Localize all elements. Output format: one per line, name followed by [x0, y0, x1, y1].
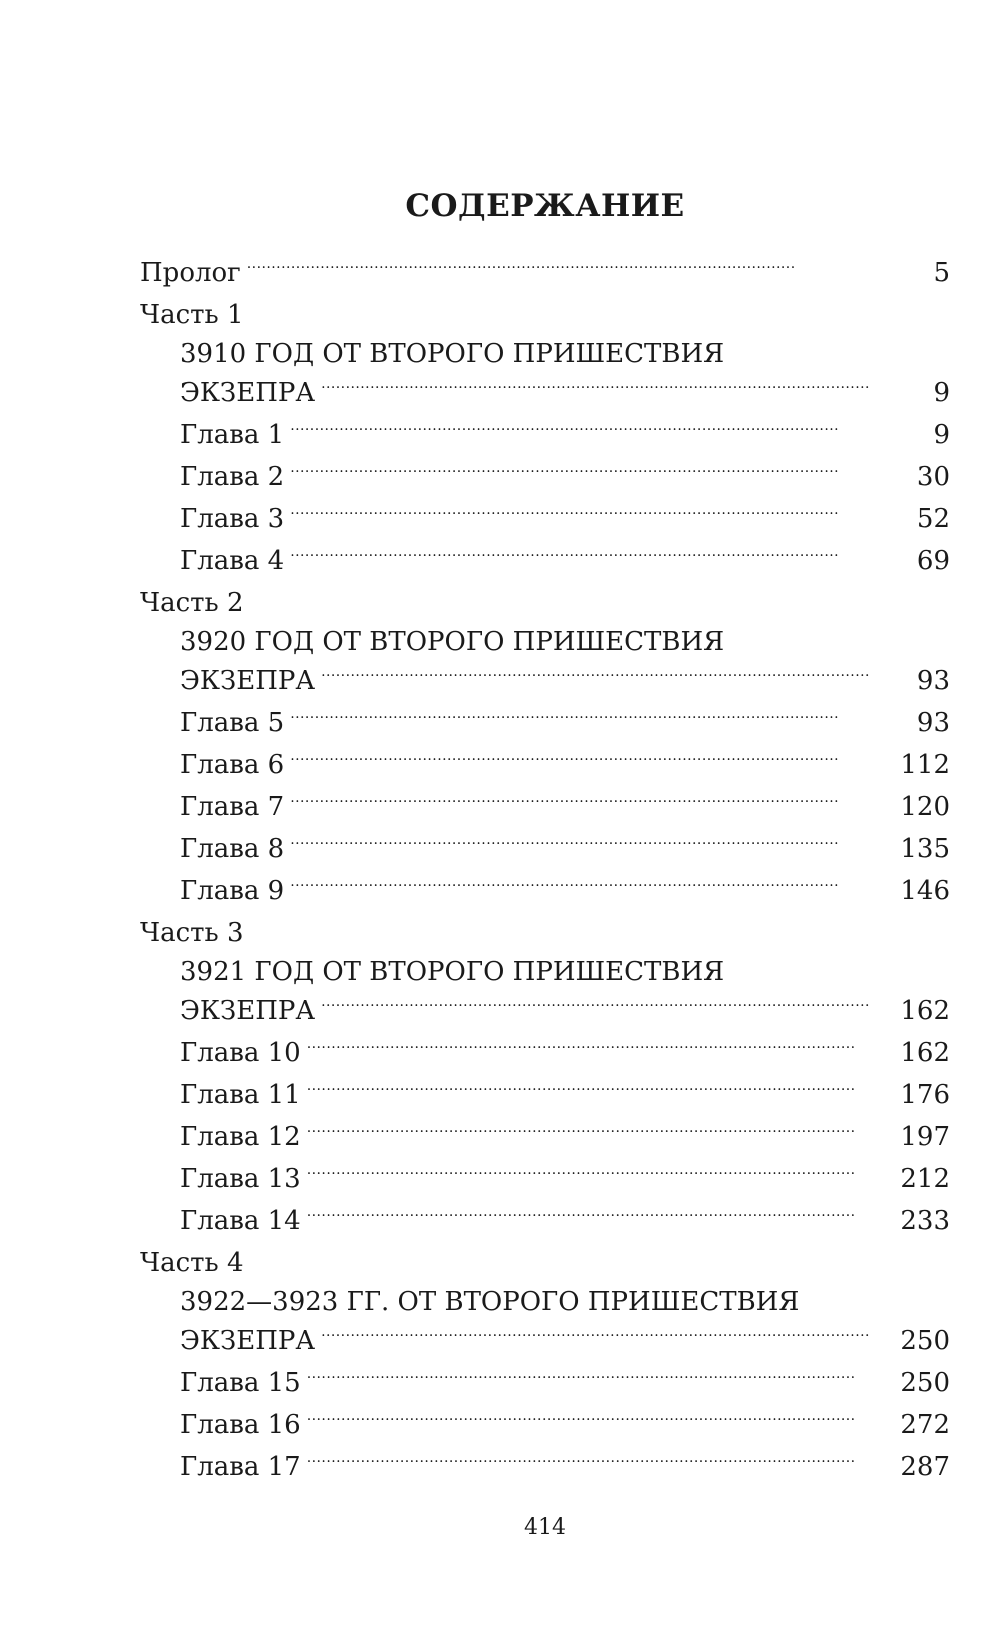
part-heading: 3922—3923 ГГ. ОТ ВТОРОГО ПРИШЕСТВИЯ	[180, 1287, 800, 1317]
part-label: Часть 2	[140, 588, 244, 618]
dot-leader	[307, 1371, 897, 1391]
parts-list	[140, 294, 950, 1488]
toc-entry-page: 30	[916, 462, 950, 492]
toc-entry-label: Глава 5	[180, 708, 285, 738]
toc-entry-label: Глава 9	[180, 876, 285, 906]
toc-entry-page: 176	[900, 1080, 950, 1110]
dot-leader	[307, 1413, 897, 1433]
toc-entry-page: 9	[933, 420, 950, 450]
toc-entry-label: Глава 10	[180, 1038, 301, 1068]
toc-entry-label: Глава 1	[180, 420, 285, 450]
toc-entry-part-heading	[140, 372, 950, 414]
dot-leader	[290, 507, 913, 527]
toc-entry-page: 212	[900, 1164, 950, 1194]
dot-leader	[307, 1455, 897, 1475]
toc-entry-label: ЭКЗЕПРА	[180, 996, 316, 1026]
toc-entry-page: 9	[933, 378, 950, 408]
toc-entry-chapter	[140, 828, 950, 870]
toc-entry-part-heading	[140, 1320, 950, 1362]
toc-entry-page: 93	[916, 666, 950, 696]
toc-entry-chapter	[140, 1362, 950, 1404]
dot-leader	[290, 711, 913, 731]
toc-entry-label: ЭКЗЕПРА	[180, 378, 316, 408]
dot-leader	[290, 753, 896, 773]
dot-leader	[290, 879, 896, 899]
toc-entry-chapter	[140, 1200, 950, 1242]
toc-entry-label: Глава 13	[180, 1164, 301, 1194]
dot-leader	[321, 669, 913, 689]
toc-entry-page: 93	[916, 708, 950, 738]
toc-entry-page: 120	[900, 792, 950, 822]
toc-entry-label: Глава 16	[180, 1410, 301, 1440]
toc-entry-chapter	[140, 498, 950, 540]
toc-entry-page: 287	[900, 1452, 950, 1482]
toc-entry-page: 135	[900, 834, 950, 864]
toc-entry-label: Глава 4	[180, 546, 285, 576]
toc-entry-label: Глава 17	[180, 1452, 301, 1482]
toc-entry-label: Глава 3	[180, 504, 285, 534]
page-number: 414	[524, 1515, 566, 1540]
dot-leader	[321, 999, 896, 1019]
dot-leader	[307, 1041, 897, 1061]
dot-leader	[307, 1083, 897, 1103]
toc-entry-label: Глава 7	[180, 792, 285, 822]
toc-entry-page: 162	[900, 1038, 950, 1068]
toc-entry-chapter	[140, 1032, 950, 1074]
toc-entry-page: 250	[900, 1368, 950, 1398]
toc-entry-page: 69	[916, 546, 950, 576]
toc-entry-chapter	[140, 456, 950, 498]
part-heading: 3921 ГОД ОТ ВТОРОГО ПРИШЕСТВИЯ	[180, 957, 725, 987]
dot-leader	[290, 549, 913, 569]
toc-entry-label: Глава 14	[180, 1206, 301, 1236]
toc-entry-prologue	[140, 252, 950, 294]
dot-leader	[290, 423, 929, 443]
table-of-contents	[140, 252, 950, 1488]
toc-entry-label: Глава 15	[180, 1368, 301, 1398]
toc-entry-chapter	[140, 540, 950, 582]
toc-entry-chapter	[140, 1446, 950, 1488]
dot-leader	[321, 381, 929, 401]
toc-entry-chapter	[140, 870, 950, 912]
toc-entry-page: 162	[900, 996, 950, 1026]
toc-entry-page: 197	[900, 1122, 950, 1152]
toc-entry-page: 272	[900, 1410, 950, 1440]
toc-entry-chapter	[140, 702, 950, 744]
part-heading: 3910 ГОД ОТ ВТОРОГО ПРИШЕСТВИЯ	[180, 339, 725, 369]
part-label: Часть 4	[140, 1248, 244, 1278]
toc-entry-label: Глава 11	[180, 1080, 301, 1110]
dot-leader	[290, 795, 896, 815]
toc-entry-label: Глава 8	[180, 834, 285, 864]
toc-entry-page: 112	[900, 750, 950, 780]
dot-leader	[321, 1329, 896, 1349]
toc-entry-chapter	[140, 414, 950, 456]
toc-entry-part-heading	[140, 990, 950, 1032]
dot-leader	[307, 1167, 897, 1187]
dot-leader	[307, 1209, 897, 1229]
dot-leader	[307, 1125, 897, 1145]
toc-entry-part-heading	[140, 660, 950, 702]
toc-entry-chapter	[140, 1074, 950, 1116]
toc-entry-page: 52	[916, 504, 950, 534]
toc-entry-page: 5	[933, 258, 950, 288]
toc-entry-chapter	[140, 1404, 950, 1446]
page-title: СОДЕРЖАНИЕ	[405, 188, 685, 224]
part-heading: 3920 ГОД ОТ ВТОРОГО ПРИШЕСТВИЯ	[180, 627, 725, 657]
toc-entry-chapter	[140, 786, 950, 828]
toc-entry-label: Пролог	[140, 258, 241, 288]
part-label: Часть 1	[140, 300, 244, 330]
dot-leader	[247, 261, 930, 281]
toc-entry-label: Глава 6	[180, 750, 285, 780]
toc-entry-page: 146	[900, 876, 950, 906]
dot-leader	[290, 465, 913, 485]
toc-entry-label: Глава 12	[180, 1122, 301, 1152]
toc-entry-label: ЭКЗЕПРА	[180, 1326, 316, 1356]
part-label: Часть 3	[140, 918, 244, 948]
toc-entry-chapter	[140, 744, 950, 786]
toc-entry-page: 250	[900, 1326, 950, 1356]
toc-entry-chapter	[140, 1116, 950, 1158]
dot-leader	[290, 837, 896, 857]
toc-entry-label: ЭКЗЕПРА	[180, 666, 316, 696]
toc-entry-label: Глава 2	[180, 462, 285, 492]
toc-entry-page: 233	[900, 1206, 950, 1236]
toc-entry-chapter	[140, 1158, 950, 1200]
